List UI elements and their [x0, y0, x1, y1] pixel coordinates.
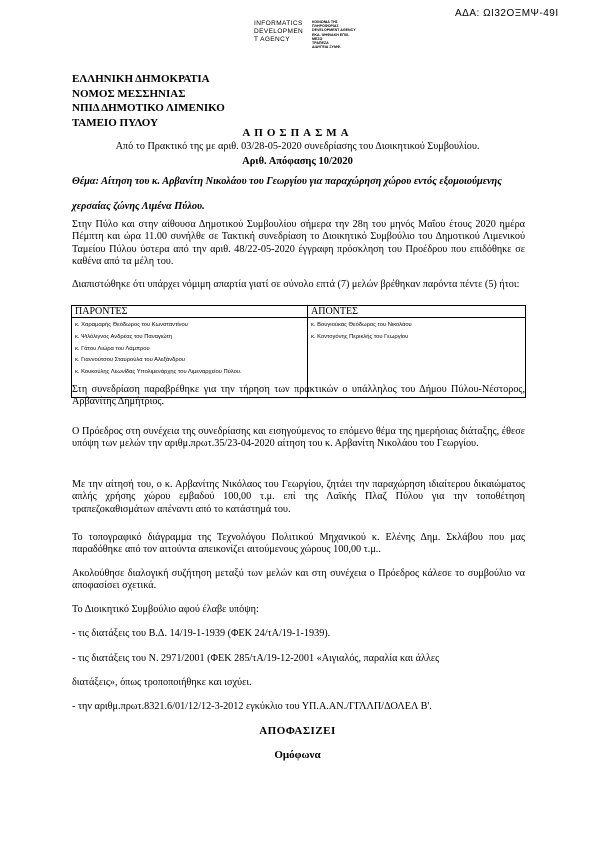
legal-reference-item: - τις διατάξεις του Β.Δ. 14/19-1-1939 (ΦΕΚ 24/τΑ/19-1-1939). [72, 628, 331, 639]
present-member: κ. Ψιλόλιγνος Ανδρέας του Παναγιώτη [75, 333, 173, 340]
logo-small-line: ΚΟΙΝΩΝΙΑ ΤΗΣ [312, 20, 338, 24]
absent-member: κ. Βουγιούκας Θεόδωρος του Νικολάου [311, 322, 412, 328]
present-member: κ. Γάτου Λιώρα του Λάμπρου [75, 345, 150, 352]
secretary-paragraph: Στη συνεδρίαση παραβρέθηκε για την τήρηση των πρακτικών ο υπάλληλος του Δήμου Πύλου-Νέστορος, Αρβανίτης Δημήτριος. [72, 384, 525, 408]
logo-line: DEVELOPMEN [254, 28, 304, 35]
paragraph-considering: Το Διοικητικό Συμβούλιο αφού έλαβε υπόψη: [72, 604, 259, 615]
logo-small-line: DEVELOPMENT AGENCY [312, 28, 356, 33]
legal-reference-item: - την αριθμ.πρωτ.8321.6/01/12/12-3-2012 εγκύκλιο του ΥΠ.Α.ΑΝ./ΓΓΛΛΠ/ΔΟΛΕΛ Β'. [72, 701, 432, 712]
logo-small-line: ΜΕΣΩ [312, 36, 323, 41]
absent-header: ΑΠΟΝΤΕΣ [308, 306, 526, 318]
document-title: ΑΠΟΣΠΑΣΜΑ [242, 127, 353, 139]
logo-line: INFORMATICS [254, 20, 303, 27]
header-line: ΝΠΙΔ ΔΗΜΟΤΙΚΟ ΛΙΜΕΝΙΚΟ [72, 102, 225, 114]
present-header: ΠΑΡΟΝΤΕΣ [72, 306, 308, 318]
logo-main-text [254, 20, 310, 44]
ada-code: ΑΔΑ: ΩΙ32ΟΞΜΨ-49Ι [455, 8, 559, 19]
logo-line: T AGENCY [254, 36, 290, 43]
legal-reference-item: - τις διατάξεις του Ν. 2971/2001 (ΦΕΚ 285/τΑ/19-12-2001 «Αιγιαλός, παραλία και άλλες [72, 653, 440, 664]
present-member: κ. Γιαννούτσου Σταυρούλα του Αλεξάνδρου [75, 357, 186, 364]
quorum-paragraph: Διαπιστώθηκε ότι υπάρχει νόμιμη απαρτία γιατί σε σύνολο επτά (7) μελών βρέθηκαν παρόντα πέντε (5) ήτοι: [72, 279, 520, 290]
legal-reference-item-cont: διατάξεις», όπως τροποποιήθηκε και ισχύει. [72, 677, 252, 688]
intro-paragraph: Στην Πύλο και στην αίθουσα Δημοτικού Συμβουλίου σήμερα την 28η του μηνός Μαΐου έτους 2020 ημέρα Πέμπτη και ώρα 11.00 συνήλθε σε Τακτική συνεδρίαση το Διοικητικό Συμβούλιο του Δημοτικού Λιμενικού Ταμείου Πύλου ύστερα από την αριθ. 48/22-05-2020 έγγραφη πρόσκληση του Προέδρου που επιδόθηκε σε καθένα από τα μέλη του. [72, 219, 525, 268]
subject-line: Θέμα: Αίτηση του κ. Αρβανίτη Νικολάου του Γεωργίου για παραχώρηση χώρου εντός εξομοιούμενης χερσαίας ζώνης Λιμένα Πύλου. [72, 176, 502, 212]
logo-small-line: ΤΡΑΠΕΖΑ [312, 41, 329, 46]
logo-small-line: ΕΚΔ. ΨΗΦΙΑΚΗ ΕΠΙΧ. [312, 32, 350, 37]
diavgeia-logo [254, 20, 374, 50]
paragraph-topographic: Το τοπογραφικό διάγραμμα της Τεχνολόγου Πολιτικού Μηχανικού κ. Ελένης Δημ. Σκλάβου που μας παραδόθηκε από τον αιτούντα απεικονίζει αιτούμενους χώρους 100,00 τ.μ.. [72, 532, 525, 556]
decision-number: Αριθ. Απόφασης 10/2020 [242, 156, 353, 167]
unanimously-label: Ομόφωνα [274, 749, 321, 761]
issuer-header [72, 72, 225, 130]
paragraph-request: Με την αίτησή του, ο κ. Αρβανίτης Νικόλαος του Γεωργίου, ζητάει την παραχώρηση ιδιαίτερου δικαιώματος απλής χρήσης χώρου εμβαδού 100,00 τ.μ. επί της Λαϊκής Πλαζ Πύλου για την τοποθέτηση τραπεζοκαθισμάτων απέναντι από το κατάστημά του. [72, 479, 525, 515]
absent-member: κ. Κοντογόνης Περικλής του Γεωργίου [311, 333, 409, 340]
logo-small-text [312, 20, 374, 49]
paragraph-proposal: Ο Πρόεδρος στη συνέχεια της συνεδρίασης και εισηγούμενος το επόμενο θέμα της ημερήσιας διάταξης, έθεσε υπόψη των μελών την αριθμ.πρωτ.35/23-04-2020 αίτηση του κ. Αρβανίτη Νικολάου του Γεωργίου. [72, 426, 525, 450]
header-line: ΕΛΛΗΝΙΚΗ ΔΗΜΟΚΡΑΤΙΑ [72, 73, 210, 85]
header-line: ΝΟΜΟΣ ΜΕΣΣΗΝΙΑΣ [72, 87, 186, 100]
decides-heading: ΑΠΟΦΑΣΙΖΕΙ [259, 725, 336, 737]
logo-small-line: ΔΙΑΥΓΕΙΑ ΣΥΜΦ. [312, 45, 341, 50]
present-member: κ. Κουκούλης Λεωνίδας Υπολιμενάρχης του Λιμεναρχείου Πύλου. [75, 369, 242, 376]
header-line: ΤΑΜΕΙΟ ΠΥΛΟΥ [72, 116, 159, 129]
logo-small-line: ΠΛΗΡΟΦΟΡΙΑΣ [312, 24, 339, 29]
present-member: κ. Χαραμαρής Θεόδωρος του Κωνσταντίνου [75, 322, 188, 328]
paragraph-discussion: Ακολούθησε διαλογική συζήτηση μεταξύ των μελών και στη συνέχεια ο Πρόεδρος κάλεσε το συμβούλιο να αποφασίσει σχετικά. [72, 568, 525, 592]
minutes-reference: Από το Πρακτικό της με αριθ. 03/28-05-2020 συνεδρίασης του Διοικητικού Συμβουλίου. [115, 141, 480, 152]
